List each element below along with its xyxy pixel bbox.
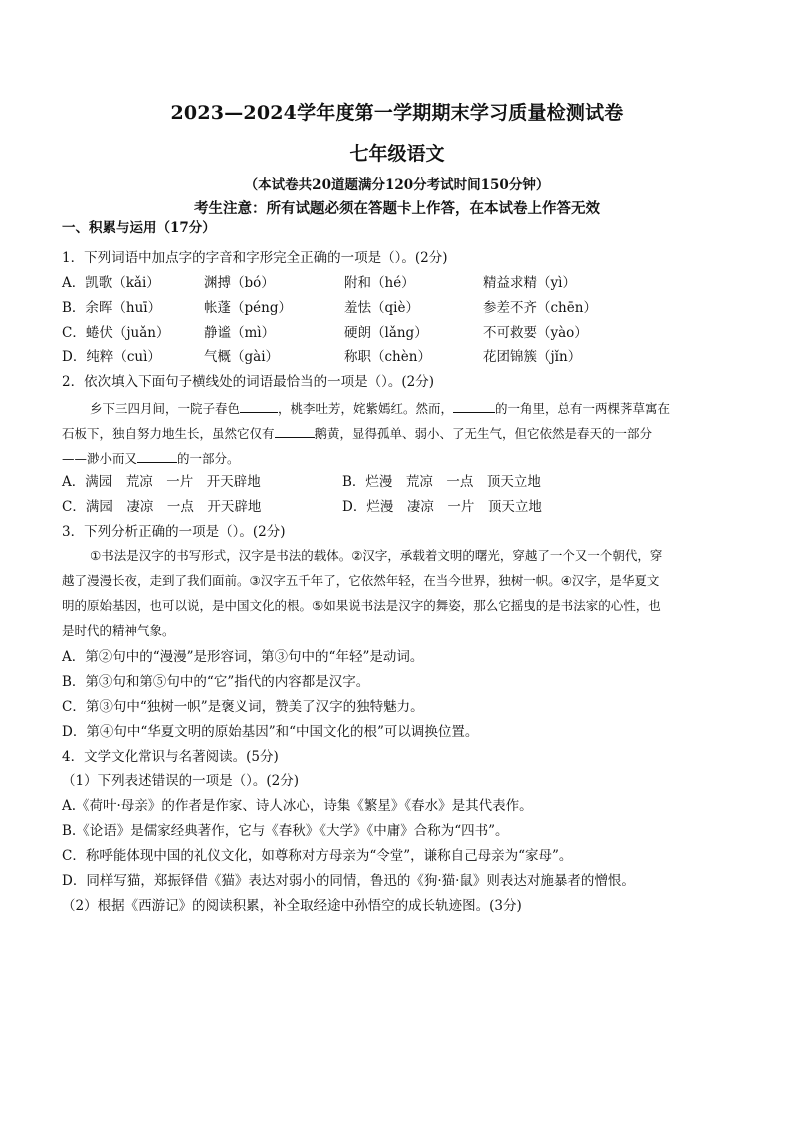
q1-option-cell: 附和（hé） bbox=[344, 275, 415, 291]
q4-option: C．称呼能体现中国的礼仪文化，如尊称对方母亲为“令堂”，谦称自己母亲为“家母”。 bbox=[62, 848, 573, 864]
q1-option-cell: 花团锦簇（jǐn） bbox=[483, 349, 582, 365]
passage-text: 的一部分。 bbox=[177, 451, 240, 466]
q1-option-cell: 参差不齐（chēn） bbox=[483, 300, 597, 316]
passage-line: ①书法是汉字的书写形式，汉字是书法的载体。②汉字，承载着文明的曙光，穿越了一个又一个朝代，穿 bbox=[90, 548, 663, 563]
q1-option-cell: B．余晖（huī） bbox=[62, 300, 162, 316]
q1-option-cell: A．凯歌（kǎi） bbox=[62, 275, 160, 291]
q2-option: B．烂漫 荒凉 一点 顶天立地 bbox=[342, 474, 541, 490]
q2-option: A．满园 荒凉 一片 开天辟地 bbox=[62, 474, 261, 490]
q1-option-cell: 渊搏（bó） bbox=[204, 275, 275, 291]
q4-sub2: （2）根据《西游记》的阅读积累，补全取经途中孙悟空的成长轨迹图。(3分) bbox=[62, 898, 522, 914]
q2-stem: 2．依次填入下面句子横线处的词语最恰当的一项是（）。(2分) bbox=[62, 374, 434, 390]
q3-option: C．第③句中“独树一帜”是褒义词，赞美了汉字的独特魅力。 bbox=[62, 699, 424, 715]
q4-sub1: （1）下列表述错误的一项是（）。(2分) bbox=[62, 773, 299, 789]
q1-option-cell: 硬朗（lǎng） bbox=[344, 325, 428, 341]
fill-blank bbox=[275, 425, 315, 438]
q1-option-cell: 称职（chèn） bbox=[344, 349, 431, 365]
q4-option: D．同样写猫，郑振铎借《猫》表达对弱小的同情，鲁迅的《狗·猫·鼠》则表达对施暴者的憎恨。 bbox=[62, 873, 635, 889]
q2-passage bbox=[62, 396, 734, 471]
q4-option: A.《荷叶·母亲》的作者是作家、诗人冰心，诗集《繁星》《春水》是其代表作。 bbox=[62, 798, 533, 814]
q1-option-cell: 不可救要（yào） bbox=[483, 325, 588, 341]
candidate-notice: 考生注意：所有试题必须在答题卡上作答，在本试卷上作答无效 bbox=[194, 200, 600, 217]
passage-text: 鹅黄，显得孤单、弱小、了无生气，但它依然是春天的一部分 bbox=[314, 426, 653, 441]
q4-stem: 4．文学文化常识与名著阅读。(5分) bbox=[62, 749, 279, 765]
q3-option: D．第④句中“华夏文明的原始基因”和“中国文化的根”可以调换位置。 bbox=[62, 724, 479, 740]
fill-blank bbox=[453, 400, 495, 413]
section-heading: 一、积累与运用（17分） bbox=[62, 220, 216, 236]
exam-title: 2023—2024学年度第一学期期末学习质量检测试卷 bbox=[170, 102, 624, 124]
fill-blank bbox=[240, 400, 278, 413]
q1-option-cell: 气概（gài） bbox=[204, 349, 280, 365]
passage-text: 乡下三四月间，一院子春色 bbox=[90, 401, 241, 416]
passage-text: 的一角里，总有一两棵荠草寓在 bbox=[495, 401, 671, 416]
q3-passage bbox=[62, 543, 734, 643]
q1-option-cell: D．纯粹（cuì） bbox=[62, 349, 161, 365]
q1-option-cell: 静谧（mì） bbox=[204, 325, 276, 341]
passage-text: ——渺小而又 bbox=[62, 451, 138, 466]
exam-info: （本试卷共20道题满分120分考试时间150分钟） bbox=[244, 177, 550, 193]
subject-title: 七年级语文 bbox=[349, 143, 445, 165]
q3-stem: 3．下列分析正确的一项是（）。(2分) bbox=[62, 524, 286, 540]
q4-option: B.《论语》是儒家经典著作，它与《春秋》《大学》《中庸》合称为“四书”。 bbox=[62, 823, 509, 839]
passage-line: 越了漫漫长夜，走到了我们面前。③汉字五千年了，它依然年轻，在当今世界，独树一帜。④汉字，是华夏文 bbox=[62, 573, 660, 588]
q1-option-cell: C．蜷伏（juǎn） bbox=[62, 325, 170, 341]
passage-line: 是时代的精神气象。 bbox=[62, 623, 175, 638]
q1-option-cell: 精益求精（yì） bbox=[483, 275, 576, 291]
q3-option: B．第③句和第⑤句中的“它”指代的内容都是汉字。 bbox=[62, 674, 370, 690]
q2-option: D．烂漫 凄凉 一片 顶天立地 bbox=[342, 499, 542, 515]
q1-stem: 1．下列词语中加点字的字音和字形完全正确的一项是（）。(2分) bbox=[62, 250, 448, 266]
q2-option: C．满园 凄凉 一点 开天辟地 bbox=[62, 499, 262, 515]
q3-option: A．第②句中的“漫漫”是形容词，第③句中的“年轻”是动词。 bbox=[62, 649, 424, 665]
passage-line: 明的原始基因，也可以说，是中国文化的根。⑤如果说书法是汉字的舞姿，那么它摇曳的是书法家的心性，也 bbox=[62, 598, 661, 613]
passage-text: ，桃李吐芳，姹紫嫣红。然而， bbox=[278, 401, 454, 416]
passage-text: 石板下，独自努力地生长，虽然它仅有 bbox=[62, 426, 275, 441]
q1-option-cell: 帐蓬（péng） bbox=[204, 300, 292, 316]
fill-blank bbox=[137, 450, 177, 463]
q1-option-cell: 羞怯（qiè） bbox=[344, 300, 419, 316]
